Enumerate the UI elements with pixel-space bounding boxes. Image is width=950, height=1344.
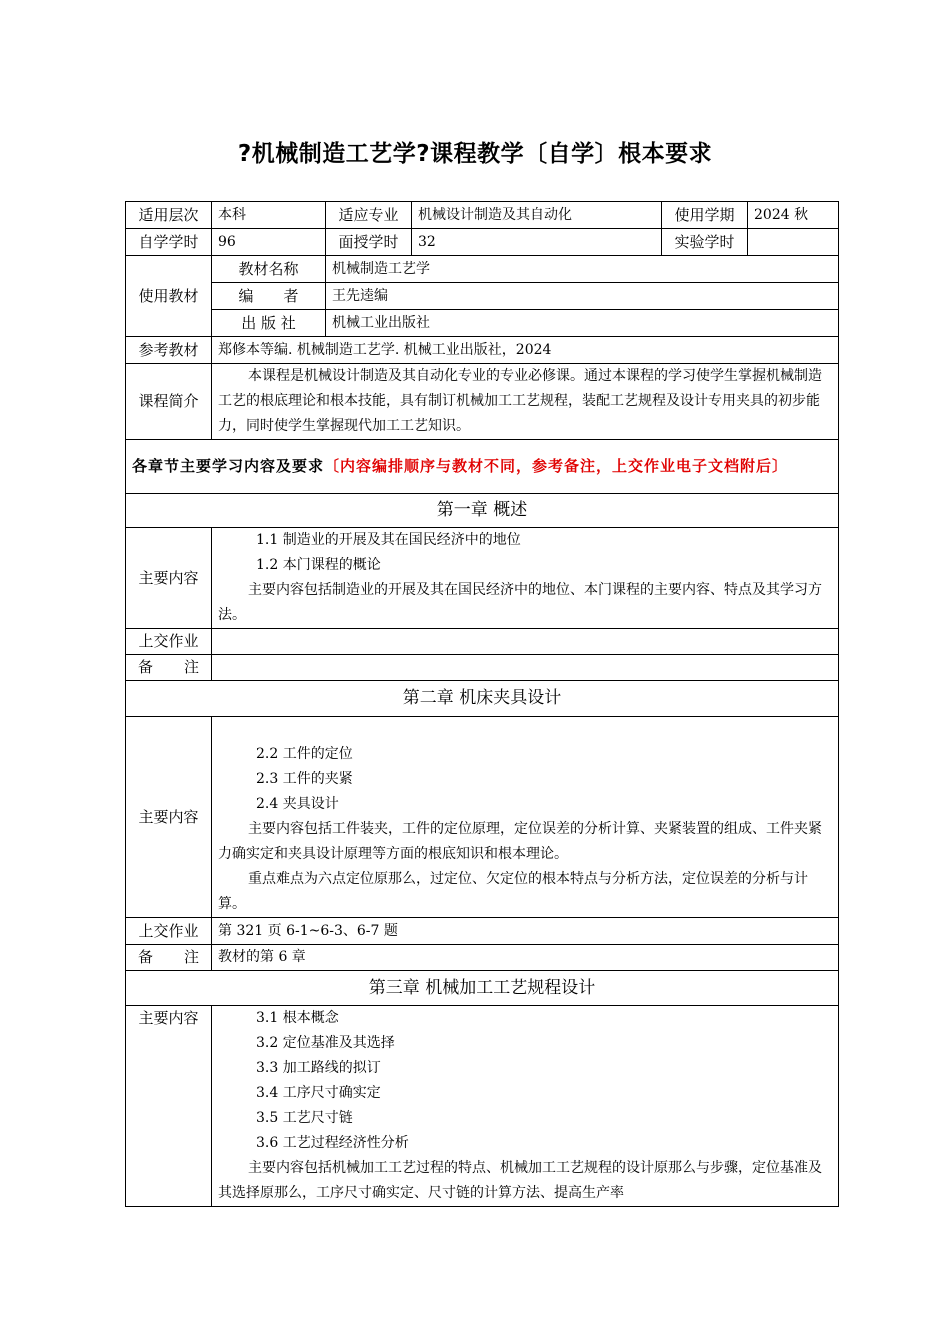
textbook-name-label: 教材名称: [212, 256, 326, 283]
info-row-1: [126, 202, 839, 229]
section-head-row: [126, 440, 839, 494]
level-label: 适用层次: [126, 202, 212, 229]
publisher-label: 出 版 社: [212, 310, 326, 337]
chapter-1-header-row: [126, 494, 839, 528]
chapter-2-item: 2.2 工件的定位: [256, 746, 353, 762]
reference-label: 参考教材: [126, 337, 212, 364]
chapter-1-content-row: [126, 528, 839, 629]
chapter-2-homework-value: 第 321 页 6-1~6-3、6-7 题: [212, 918, 839, 945]
reference-value: 郑修本等编. 机械制造工艺学. 机械工业出版社，2024: [212, 337, 839, 364]
chapter-1-note-label-a: 备: [138, 658, 154, 676]
chapter-3-item: 3.5 工艺尺寸链: [256, 1110, 353, 1126]
chapter-2-note-label-a: 备: [138, 948, 154, 966]
chapter-3-header-row: [126, 971, 839, 1006]
level-value: 本科: [212, 202, 326, 229]
chapter-3-title: 第三章 机械加工工艺规程设计: [126, 971, 839, 1006]
editor-value: 王先逵编: [326, 283, 839, 310]
chapter-3-item: 3.4 工序尺寸确实定: [256, 1085, 381, 1101]
course-requirements-table: [125, 201, 839, 1207]
intro-label: 课程简介: [126, 364, 212, 440]
term-label: 使用学期: [662, 202, 748, 229]
chapter-2-homework-label: 上交作业: [126, 918, 212, 945]
document-title: ?机械制造工艺学?课程教学〔自学〕根本要求: [237, 141, 713, 167]
chapter-1-note-value: [212, 655, 839, 681]
chapter-1-title: 第一章 概述: [126, 494, 839, 528]
reference-row: [126, 337, 839, 364]
chapter-2-item: 2.3 工件的夹紧: [256, 771, 353, 787]
chapter-2-item: 2.4 夹具设计: [256, 796, 339, 812]
chapter-3-summary: 主要内容包括机械加工工艺过程的特点、机械加工工艺规程的设计原那么与步骤，定位基准及其选择原那么，工序尺寸确实定、尺寸链的计算方法、提高生产率: [218, 1160, 822, 1201]
textbook-label: 使用教材: [126, 256, 212, 337]
textbook-row-2: [126, 283, 839, 310]
chapter-2-summary: 主要内容包括工件装夹，工件的定位原理，定位误差的分析计算、夹紧装置的组成、工件夹紧力确实定和夹具设计原理等方面的根底知识和根本理论。: [218, 821, 822, 862]
major-label: 适应专业: [326, 202, 412, 229]
chapter-1-homework-row: [126, 629, 839, 655]
major-value: 机械设计制造及其自动化: [412, 202, 662, 229]
chapter-1-note-row: [126, 655, 839, 681]
section-head-text: 各章节主要学习内容及要求: [132, 457, 325, 475]
lab-hours-value: [748, 229, 839, 256]
chapter-3-content-row: [126, 1006, 839, 1207]
lab-hours-label: 实验学时: [662, 229, 748, 256]
chapter-3-content-label: 主要内容: [126, 1006, 212, 1207]
chapter-1-item: 1.1 制造业的开展及其在国民经济中的地位: [256, 532, 521, 548]
chapter-1-item: 1.2 本门课程的概论: [256, 557, 381, 573]
chapter-2-homework-row: [126, 918, 839, 945]
chapter-3-item: 3.3 加工路线的拟订: [256, 1060, 381, 1076]
textbook-row-1: [126, 256, 839, 283]
lecture-hours-value: 32: [412, 229, 662, 256]
section-head-note: 〔内容编排顺序与教材不同，参考备注，上交作业电子文档附后〕: [324, 457, 789, 475]
intro-row: [126, 364, 839, 440]
textbook-row-3: [126, 310, 839, 337]
chapter-2-note-value: 教材的第 6 章: [212, 945, 839, 971]
lecture-hours-label: 面授学时: [326, 229, 412, 256]
chapter-1-content-label: 主要内容: [126, 528, 212, 629]
intro-text: 本课程是机械设计制造及其自动化专业的专业必修课。通过本课程的学习使学生掌握机械制造工艺的根底理论和根本技能，具有制订机械加工工艺规程，装配工艺规程及设计专用夹具的初步能力，同时使学生掌握现代加工工艺知识。: [218, 368, 822, 434]
chapter-2-keypoints: 重点难点为六点定位原那么，过定位、欠定位的根本特点与分析方法，定位误差的分析与计算。: [218, 871, 808, 912]
self-hours-label: 自学学时: [126, 229, 212, 256]
chapter-3-item: 3.6 工艺过程经济性分析: [256, 1135, 409, 1151]
self-hours-value: 96: [212, 229, 326, 256]
chapter-1-note-label-b: 注: [183, 658, 199, 676]
chapter-2-note-label-b: 注: [183, 948, 199, 966]
chapter-3-item: 3.1 根本概念: [256, 1010, 339, 1026]
publisher-value: 机械工业出版社: [326, 310, 839, 337]
chapter-2-title: 第二章 机床夹具设计: [126, 681, 839, 717]
chapter-3-item: 3.2 定位基准及其选择: [256, 1035, 395, 1051]
chapter-1-homework-label: 上交作业: [126, 629, 212, 655]
chapter-2-content-row: [126, 717, 839, 918]
chapter-1-summary: 主要内容包括制造业的开展及其在国民经济中的地位、本门课程的主要内容、特点及其学习方法。: [218, 582, 822, 623]
textbook-name-value: 机械制造工艺学: [326, 256, 839, 283]
chapter-1-homework-value: [212, 629, 839, 655]
term-value: 2024 秋: [748, 202, 839, 229]
chapter-2-content-label: 主要内容: [126, 717, 212, 918]
editor-label: 编 者: [212, 283, 326, 310]
chapter-2-header-row: [126, 681, 839, 717]
info-row-2: [126, 229, 839, 256]
chapter-2-note-row: [126, 945, 839, 971]
